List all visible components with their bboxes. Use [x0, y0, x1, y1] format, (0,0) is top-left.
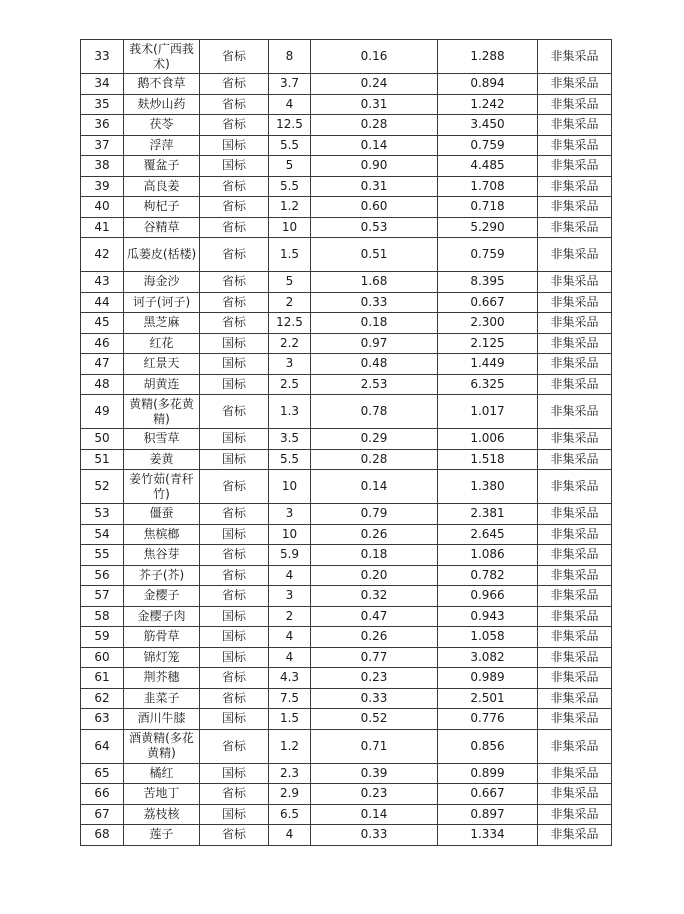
standard-cell: 省标	[200, 668, 269, 689]
herb-name-cell: 枸杞子	[124, 197, 200, 218]
standard-cell: 省标	[200, 395, 269, 429]
herb-name-cell: 金樱子肉	[124, 606, 200, 627]
amount-cell: 0.899	[438, 763, 538, 784]
amount-cell: 2.501	[438, 688, 538, 709]
category-cell: 非集采品	[538, 313, 612, 334]
standard-cell: 国标	[200, 156, 269, 177]
standard-cell: 省标	[200, 729, 269, 763]
coefficient-cell: 0.33	[311, 688, 438, 709]
category-cell: 非集采品	[538, 272, 612, 293]
amount-cell: 1.086	[438, 545, 538, 566]
category-cell: 非集采品	[538, 524, 612, 545]
row-number-cell: 68	[81, 825, 124, 846]
row-number-cell: 33	[81, 40, 124, 74]
row-number-cell: 46	[81, 333, 124, 354]
category-cell: 非集采品	[538, 94, 612, 115]
category-cell: 非集采品	[538, 135, 612, 156]
table-row	[81, 763, 612, 784]
row-number-cell: 59	[81, 627, 124, 648]
table-row	[81, 238, 612, 272]
table-row	[81, 586, 612, 607]
coefficient-cell: 0.60	[311, 197, 438, 218]
standard-cell: 国标	[200, 449, 269, 470]
row-number-cell: 36	[81, 115, 124, 136]
amount-cell: 5.290	[438, 217, 538, 238]
table-row	[81, 784, 612, 805]
standard-cell: 国标	[200, 524, 269, 545]
table-row	[81, 449, 612, 470]
herb-name-cell: 荔枝核	[124, 804, 200, 825]
standard-cell: 国标	[200, 627, 269, 648]
category-cell: 非集采品	[538, 40, 612, 74]
standard-cell: 国标	[200, 135, 269, 156]
standard-cell: 国标	[200, 374, 269, 395]
standard-cell: 省标	[200, 545, 269, 566]
category-cell: 非集采品	[538, 74, 612, 95]
coefficient-cell: 0.32	[311, 586, 438, 607]
herb-name-cell: 筋骨草	[124, 627, 200, 648]
row-number-cell: 49	[81, 395, 124, 429]
price-cell: 3	[269, 354, 311, 375]
standard-cell: 省标	[200, 565, 269, 586]
table-row	[81, 135, 612, 156]
category-cell: 非集采品	[538, 763, 612, 784]
amount-cell: 0.667	[438, 784, 538, 805]
table-row	[81, 94, 612, 115]
row-number-cell: 47	[81, 354, 124, 375]
standard-cell: 省标	[200, 115, 269, 136]
amount-cell: 0.718	[438, 197, 538, 218]
coefficient-cell: 0.33	[311, 825, 438, 846]
coefficient-cell: 0.14	[311, 470, 438, 504]
category-cell: 非集采品	[538, 176, 612, 197]
table-row	[81, 709, 612, 730]
category-cell: 非集采品	[538, 647, 612, 668]
row-number-cell: 41	[81, 217, 124, 238]
herb-name-cell: 鹅不食草	[124, 74, 200, 95]
table-row	[81, 524, 612, 545]
price-cell: 2.2	[269, 333, 311, 354]
amount-cell: 0.782	[438, 565, 538, 586]
row-number-cell: 52	[81, 470, 124, 504]
coefficient-cell: 0.26	[311, 524, 438, 545]
table-row	[81, 197, 612, 218]
row-number-cell: 34	[81, 74, 124, 95]
herb-price-table	[80, 39, 612, 846]
herb-name-cell: 诃子(诃子)	[124, 292, 200, 313]
table-row	[81, 627, 612, 648]
standard-cell: 省标	[200, 825, 269, 846]
coefficient-cell: 2.53	[311, 374, 438, 395]
table-row	[81, 156, 612, 177]
row-number-cell: 35	[81, 94, 124, 115]
row-number-cell: 54	[81, 524, 124, 545]
coefficient-cell: 0.28	[311, 449, 438, 470]
category-cell: 非集采品	[538, 606, 612, 627]
herb-name-cell: 黑芝麻	[124, 313, 200, 334]
row-number-cell: 64	[81, 729, 124, 763]
row-number-cell: 53	[81, 504, 124, 525]
table-row	[81, 504, 612, 525]
price-cell: 5	[269, 272, 311, 293]
amount-cell: 1.058	[438, 627, 538, 648]
coefficient-cell: 0.26	[311, 627, 438, 648]
standard-cell: 省标	[200, 197, 269, 218]
table-body	[81, 40, 612, 846]
price-cell: 1.2	[269, 197, 311, 218]
coefficient-cell: 0.16	[311, 40, 438, 74]
amount-cell: 4.485	[438, 156, 538, 177]
table-row	[81, 545, 612, 566]
coefficient-cell: 0.20	[311, 565, 438, 586]
price-cell: 5	[269, 156, 311, 177]
category-cell: 非集采品	[538, 545, 612, 566]
herb-name-cell: 茯苓	[124, 115, 200, 136]
herb-name-cell: 高良姜	[124, 176, 200, 197]
coefficient-cell: 0.48	[311, 354, 438, 375]
table-row	[81, 217, 612, 238]
table-row	[81, 668, 612, 689]
category-cell: 非集采品	[538, 627, 612, 648]
amount-cell: 1.708	[438, 176, 538, 197]
standard-cell: 省标	[200, 784, 269, 805]
price-cell: 4	[269, 627, 311, 648]
category-cell: 非集采品	[538, 784, 612, 805]
herb-name-cell: 莪术(广西莪术)	[124, 40, 200, 74]
row-number-cell: 51	[81, 449, 124, 470]
category-cell: 非集采品	[538, 709, 612, 730]
amount-cell: 8.395	[438, 272, 538, 293]
standard-cell: 国标	[200, 763, 269, 784]
row-number-cell: 61	[81, 668, 124, 689]
table-row	[81, 176, 612, 197]
row-number-cell: 63	[81, 709, 124, 730]
row-number-cell: 38	[81, 156, 124, 177]
category-cell: 非集采品	[538, 586, 612, 607]
category-cell: 非集采品	[538, 688, 612, 709]
coefficient-cell: 0.33	[311, 292, 438, 313]
category-cell: 非集采品	[538, 354, 612, 375]
coefficient-cell: 0.18	[311, 313, 438, 334]
price-cell: 2.3	[269, 763, 311, 784]
coefficient-cell: 0.31	[311, 94, 438, 115]
coefficient-cell: 0.90	[311, 156, 438, 177]
price-cell: 4.3	[269, 668, 311, 689]
category-cell: 非集采品	[538, 217, 612, 238]
herb-name-cell: 僵蚕	[124, 504, 200, 525]
herb-name-cell: 黄精(多花黄精)	[124, 395, 200, 429]
standard-cell: 国标	[200, 606, 269, 627]
row-number-cell: 55	[81, 545, 124, 566]
table-row	[81, 729, 612, 763]
herb-name-cell: 瓜蒌皮(栝楼)	[124, 238, 200, 272]
amount-cell: 0.759	[438, 135, 538, 156]
price-cell: 5.5	[269, 176, 311, 197]
category-cell: 非集采品	[538, 374, 612, 395]
table-row	[81, 395, 612, 429]
herb-name-cell: 谷精草	[124, 217, 200, 238]
herb-name-cell: 红景天	[124, 354, 200, 375]
price-cell: 2	[269, 606, 311, 627]
price-cell: 6.5	[269, 804, 311, 825]
coefficient-cell: 0.39	[311, 763, 438, 784]
amount-cell: 1.380	[438, 470, 538, 504]
table-row	[81, 429, 612, 450]
table-row	[81, 40, 612, 74]
price-cell: 5.5	[269, 135, 311, 156]
coefficient-cell: 0.97	[311, 333, 438, 354]
amount-cell: 1.242	[438, 94, 538, 115]
coefficient-cell: 0.14	[311, 135, 438, 156]
price-cell: 1.5	[269, 238, 311, 272]
coefficient-cell: 1.68	[311, 272, 438, 293]
coefficient-cell: 0.77	[311, 647, 438, 668]
price-cell: 1.3	[269, 395, 311, 429]
price-cell: 3	[269, 504, 311, 525]
herb-name-cell: 浮萍	[124, 135, 200, 156]
price-cell: 5.9	[269, 545, 311, 566]
amount-cell: 0.759	[438, 238, 538, 272]
coefficient-cell: 0.52	[311, 709, 438, 730]
price-cell: 5.5	[269, 449, 311, 470]
price-cell: 7.5	[269, 688, 311, 709]
herb-name-cell: 酒川牛膝	[124, 709, 200, 730]
row-number-cell: 43	[81, 272, 124, 293]
herb-name-cell: 积雪草	[124, 429, 200, 450]
price-cell: 2	[269, 292, 311, 313]
coefficient-cell: 0.28	[311, 115, 438, 136]
row-number-cell: 65	[81, 763, 124, 784]
herb-name-cell: 莲子	[124, 825, 200, 846]
price-cell: 4	[269, 825, 311, 846]
herb-name-cell: 苦地丁	[124, 784, 200, 805]
herb-name-cell: 酒黄精(多花黄精)	[124, 729, 200, 763]
amount-cell: 0.894	[438, 74, 538, 95]
category-cell: 非集采品	[538, 470, 612, 504]
standard-cell: 省标	[200, 586, 269, 607]
amount-cell: 1.017	[438, 395, 538, 429]
category-cell: 非集采品	[538, 825, 612, 846]
table-row	[81, 804, 612, 825]
category-cell: 非集采品	[538, 429, 612, 450]
standard-cell: 省标	[200, 94, 269, 115]
herb-name-cell: 姜黄	[124, 449, 200, 470]
herb-name-cell: 姜竹茹(青秆竹)	[124, 470, 200, 504]
price-cell: 10	[269, 217, 311, 238]
standard-cell: 国标	[200, 647, 269, 668]
amount-cell: 1.518	[438, 449, 538, 470]
herb-name-cell: 荆芥穗	[124, 668, 200, 689]
price-cell: 10	[269, 470, 311, 504]
standard-cell: 省标	[200, 238, 269, 272]
row-number-cell: 62	[81, 688, 124, 709]
standard-cell: 国标	[200, 333, 269, 354]
amount-cell: 2.125	[438, 333, 538, 354]
price-cell: 4	[269, 647, 311, 668]
row-number-cell: 58	[81, 606, 124, 627]
price-cell: 3.7	[269, 74, 311, 95]
amount-cell: 0.943	[438, 606, 538, 627]
standard-cell: 省标	[200, 292, 269, 313]
coefficient-cell: 0.78	[311, 395, 438, 429]
herb-name-cell: 胡黄连	[124, 374, 200, 395]
coefficient-cell: 0.29	[311, 429, 438, 450]
category-cell: 非集采品	[538, 292, 612, 313]
category-cell: 非集采品	[538, 156, 612, 177]
row-number-cell: 44	[81, 292, 124, 313]
table-row	[81, 313, 612, 334]
category-cell: 非集采品	[538, 238, 612, 272]
coefficient-cell: 0.24	[311, 74, 438, 95]
price-cell: 2.9	[269, 784, 311, 805]
category-cell: 非集采品	[538, 197, 612, 218]
price-cell: 3	[269, 586, 311, 607]
herb-name-cell: 锦灯笼	[124, 647, 200, 668]
price-cell: 1.5	[269, 709, 311, 730]
amount-cell: 0.856	[438, 729, 538, 763]
table-row	[81, 565, 612, 586]
price-cell: 12.5	[269, 115, 311, 136]
standard-cell: 省标	[200, 313, 269, 334]
table-row	[81, 333, 612, 354]
coefficient-cell: 0.14	[311, 804, 438, 825]
herb-name-cell: 芥子(芥)	[124, 565, 200, 586]
amount-cell: 2.300	[438, 313, 538, 334]
price-cell: 10	[269, 524, 311, 545]
amount-cell: 0.989	[438, 668, 538, 689]
category-cell: 非集采品	[538, 395, 612, 429]
coefficient-cell: 0.53	[311, 217, 438, 238]
price-cell: 2.5	[269, 374, 311, 395]
price-cell: 4	[269, 565, 311, 586]
category-cell: 非集采品	[538, 729, 612, 763]
row-number-cell: 45	[81, 313, 124, 334]
standard-cell: 省标	[200, 470, 269, 504]
standard-cell: 国标	[200, 804, 269, 825]
herb-name-cell: 麸炒山药	[124, 94, 200, 115]
amount-cell: 0.966	[438, 586, 538, 607]
row-number-cell: 48	[81, 374, 124, 395]
row-number-cell: 56	[81, 565, 124, 586]
price-cell: 3.5	[269, 429, 311, 450]
category-cell: 非集采品	[538, 668, 612, 689]
table-row	[81, 74, 612, 95]
standard-cell: 省标	[200, 40, 269, 74]
price-cell: 8	[269, 40, 311, 74]
standard-cell: 省标	[200, 74, 269, 95]
category-cell: 非集采品	[538, 115, 612, 136]
row-number-cell: 50	[81, 429, 124, 450]
amount-cell: 3.450	[438, 115, 538, 136]
row-number-cell: 66	[81, 784, 124, 805]
standard-cell: 省标	[200, 272, 269, 293]
row-number-cell: 42	[81, 238, 124, 272]
row-number-cell: 39	[81, 176, 124, 197]
category-cell: 非集采品	[538, 449, 612, 470]
table-row	[81, 292, 612, 313]
herb-name-cell: 韭菜子	[124, 688, 200, 709]
amount-cell: 6.325	[438, 374, 538, 395]
coefficient-cell: 0.31	[311, 176, 438, 197]
standard-cell: 省标	[200, 504, 269, 525]
amount-cell: 1.288	[438, 40, 538, 74]
amount-cell: 1.449	[438, 354, 538, 375]
coefficient-cell: 0.23	[311, 668, 438, 689]
coefficient-cell: 0.18	[311, 545, 438, 566]
herb-name-cell: 焦槟榔	[124, 524, 200, 545]
amount-cell: 0.897	[438, 804, 538, 825]
table-row	[81, 647, 612, 668]
standard-cell: 省标	[200, 688, 269, 709]
amount-cell: 2.381	[438, 504, 538, 525]
standard-cell: 国标	[200, 354, 269, 375]
herb-name-cell: 金樱子	[124, 586, 200, 607]
table-row	[81, 688, 612, 709]
table-row	[81, 354, 612, 375]
amount-cell: 2.645	[438, 524, 538, 545]
coefficient-cell: 0.47	[311, 606, 438, 627]
herb-name-cell: 焦谷芽	[124, 545, 200, 566]
category-cell: 非集采品	[538, 504, 612, 525]
table-row	[81, 825, 612, 846]
price-cell: 4	[269, 94, 311, 115]
coefficient-cell: 0.51	[311, 238, 438, 272]
row-number-cell: 37	[81, 135, 124, 156]
coefficient-cell: 0.71	[311, 729, 438, 763]
table-row	[81, 606, 612, 627]
amount-cell: 3.082	[438, 647, 538, 668]
table-row	[81, 374, 612, 395]
coefficient-cell: 0.79	[311, 504, 438, 525]
table-row	[81, 115, 612, 136]
herb-name-cell: 海金沙	[124, 272, 200, 293]
standard-cell: 国标	[200, 709, 269, 730]
herb-name-cell: 橘红	[124, 763, 200, 784]
price-cell: 1.2	[269, 729, 311, 763]
category-cell: 非集采品	[538, 333, 612, 354]
category-cell: 非集采品	[538, 804, 612, 825]
amount-cell: 0.667	[438, 292, 538, 313]
category-cell: 非集采品	[538, 565, 612, 586]
herb-name-cell: 覆盆子	[124, 156, 200, 177]
row-number-cell: 60	[81, 647, 124, 668]
standard-cell: 国标	[200, 429, 269, 450]
row-number-cell: 67	[81, 804, 124, 825]
coefficient-cell: 0.23	[311, 784, 438, 805]
table-row	[81, 470, 612, 504]
amount-cell: 0.776	[438, 709, 538, 730]
amount-cell: 1.334	[438, 825, 538, 846]
amount-cell: 1.006	[438, 429, 538, 450]
standard-cell: 省标	[200, 176, 269, 197]
price-cell: 12.5	[269, 313, 311, 334]
row-number-cell: 40	[81, 197, 124, 218]
standard-cell: 省标	[200, 217, 269, 238]
table-row	[81, 272, 612, 293]
herb-name-cell: 红花	[124, 333, 200, 354]
row-number-cell: 57	[81, 586, 124, 607]
